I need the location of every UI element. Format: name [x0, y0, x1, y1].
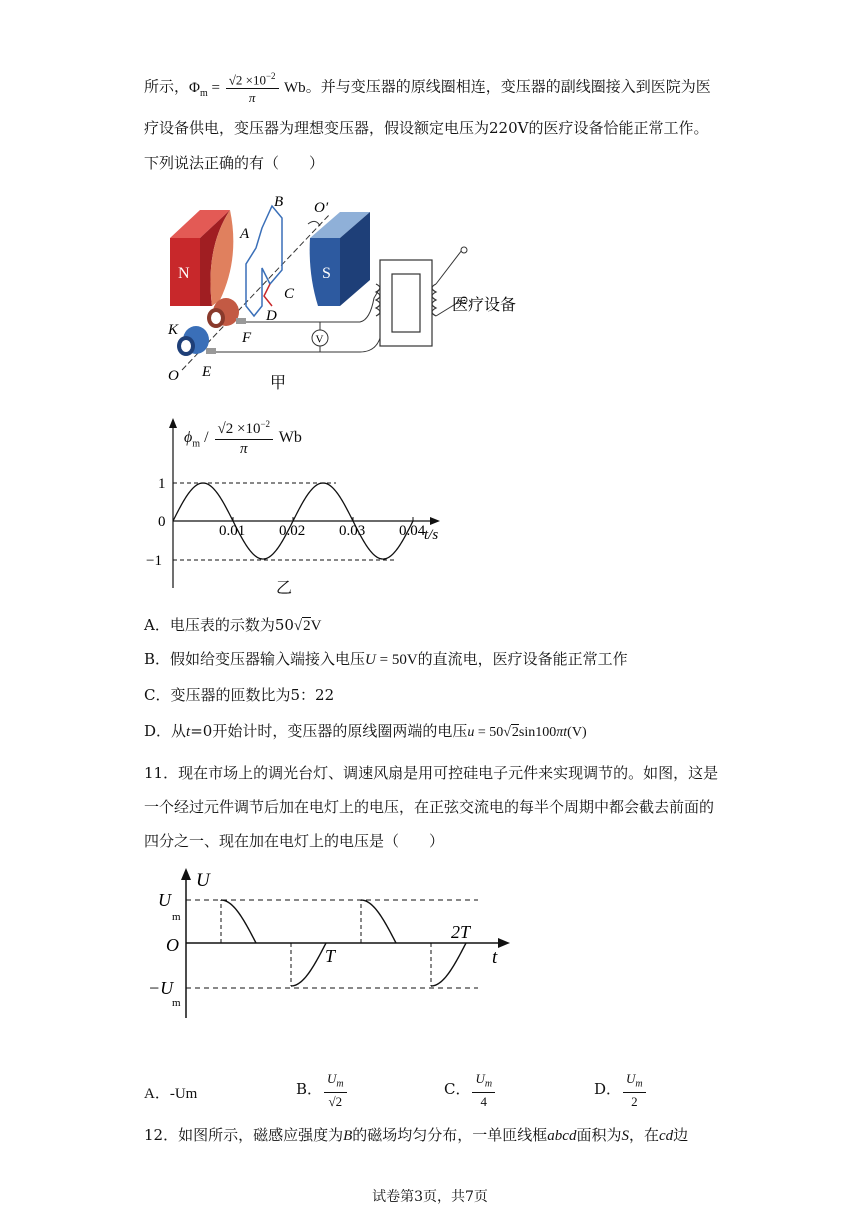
q10-intro-line1 [144, 72, 711, 104]
q11-c-frac [472, 1072, 495, 1108]
phi-sub: m [199, 87, 208, 99]
yi-xtick-2: 0.02 [279, 523, 306, 539]
u-tick-neg-main: −U [148, 978, 174, 998]
q11-c-label: C． [444, 1079, 471, 1098]
q10-intro-suffix: 。并与变压器的原线圈相连，变压器的副线圈接入到医院为医 [305, 77, 711, 96]
q10-d-mid: =0开始计时，变压器的原线圈两端的电压 [190, 722, 468, 740]
yi-ylabel-sub: m [192, 438, 201, 450]
label-O: O [168, 368, 179, 384]
phi-frac-den: π [248, 90, 256, 106]
q11-c-num: U [475, 1071, 485, 1086]
phi-frac-exp: −2 [265, 71, 276, 81]
q10-d-sin: sin100 [518, 725, 557, 740]
q10-b-eq: = 50V [375, 652, 418, 668]
caption-yi: 乙 [276, 578, 293, 597]
q10-b-suffix: 的直流电，医疗设备能正常工作 [417, 650, 628, 668]
yi-frac-exp: −2 [260, 419, 271, 429]
figure-jia [160, 188, 580, 398]
q11-b-frac [324, 1072, 347, 1108]
q10-d-unit: (V) [567, 725, 587, 740]
figure-yi-ylabel: $\phi_m$ / $\frac{√2 \times 10^{-2}}{\pi}$ Wb [184, 419, 302, 457]
q11-b-den: √2 [328, 1093, 343, 1109]
q10-d-pit: πt [556, 725, 568, 740]
q10-a-prefix: A．电压表的示数为50 [144, 616, 294, 634]
q11-line3: 四分之一、现在加在电灯上的电压是（ ） [144, 832, 445, 850]
q12-S: S [621, 1128, 629, 1144]
rotation-arrow [308, 221, 320, 226]
phi-symbol: Φ [189, 79, 200, 96]
q12-B: B [343, 1128, 353, 1144]
u-y-arrow [181, 868, 191, 880]
u-tick-pos [158, 890, 172, 910]
phi-frac-num: √2 ×10 [228, 72, 266, 88]
label-F: F [242, 330, 252, 346]
yi-x-arrow [430, 517, 440, 525]
yi-x-ticks [219, 517, 426, 539]
q11-d-den: 2 [631, 1093, 638, 1109]
phi-m-formula [189, 71, 306, 106]
label-K: K [168, 322, 179, 338]
q10-intro-line2: 疗设备供电，变压器为理想变压器，假设额定电压为220V的医疗设备恰能正常工作。 [144, 119, 709, 137]
u-origin: O [166, 935, 179, 955]
q10-intro-prefix: 所示， [144, 77, 190, 96]
q10-b-prefix: B．假如给变压器输入端接入电压 [144, 650, 366, 668]
figure-u-chart [148, 866, 528, 1026]
label-E: E [202, 364, 212, 380]
north-label: N [178, 265, 190, 282]
q12-suffix: 边 [673, 1126, 689, 1144]
q10-d-t: t [186, 724, 191, 740]
yi-xtick-1: 0.01 [219, 523, 246, 539]
phi-eq: = [207, 79, 224, 96]
label-C: C [284, 286, 295, 302]
phi-unit: Wb [284, 79, 306, 96]
q11-option-c [444, 1072, 497, 1108]
yi-ytick-0: 0 [158, 514, 166, 530]
u-x-arrow [498, 938, 510, 948]
q10-d-prefix: D．从 [144, 722, 187, 740]
q11-line1: 11．现在市场上的调光台灯、调速风扇是用可控硅电子元件来实现调节的。如图，这是 [144, 764, 719, 782]
q11-b-num: U [327, 1071, 337, 1086]
q10-option-a: A．电压表的示数为50√2V [144, 616, 322, 634]
q10-a-unit: V [310, 618, 322, 634]
q12-prefix: 12．如图所示，磁感应强度为 [144, 1126, 344, 1144]
label-D: D [266, 308, 277, 324]
q12-mid2: 面积为 [576, 1126, 622, 1144]
q11-d-sub: m [635, 1078, 643, 1090]
yi-ytick-neg1: −1 [146, 553, 162, 569]
u-segment-4 [431, 943, 466, 986]
u-segment-3 [361, 900, 396, 943]
label-B: B [274, 194, 284, 210]
u-xlabel: t [492, 947, 498, 968]
yi-xtick-4: 0.04 [399, 523, 426, 539]
q12-abcd: abcd [547, 1128, 577, 1144]
q11-c-sub: m [484, 1078, 493, 1090]
device-label: 医疗设备 [452, 297, 517, 314]
u-tick-pos-sub: m [172, 911, 181, 923]
q11-line2: 一个经过元件调节后加在电灯上的电压，在正弦交流电的每半个周期中都会截去前面的 [144, 798, 715, 816]
q12-line1 [144, 1124, 688, 1145]
q10-d-u: u [467, 725, 475, 740]
q10-a-sqrt: 2 [303, 618, 311, 634]
yi-y-arrow [169, 418, 177, 428]
coil-loop [246, 206, 282, 316]
coil-loop-red [264, 284, 272, 306]
label-A: A [240, 226, 250, 242]
phi-fraction [226, 72, 279, 104]
q10-b-U: U [365, 652, 376, 668]
yi-xlabel: t/s [424, 527, 439, 543]
u-tick-pos-main: U [158, 890, 171, 910]
u-tick-2T: 2T [451, 922, 471, 942]
q11-option-b [296, 1072, 349, 1108]
yi-ytick-1: 1 [158, 476, 166, 492]
label-O-prime: O′ [314, 200, 329, 216]
q12-mid1: 的磁场均匀分布，一单匝线框 [352, 1126, 548, 1144]
figure-yi-chart [140, 418, 460, 598]
q11-d-label: D． [594, 1079, 622, 1098]
q11-d-num: U [626, 1071, 636, 1086]
yi-ylabel-main: ϕ [184, 429, 193, 447]
q11-option-d [594, 1072, 648, 1108]
u-segment-2 [291, 943, 326, 986]
q11-b-label: B． [296, 1079, 323, 1098]
q11-option-a: A．-Um [144, 1086, 198, 1102]
south-label: S [322, 265, 331, 282]
q10-option-d: D．从t=0开始计时，变压器的原线圈两端的电压u = 50√2sin100πt(V) [144, 722, 587, 740]
q10-intro-line3: 下列说法正确的有（ ） [144, 154, 325, 172]
yi-frac-den: π [240, 441, 248, 457]
u-tick-neg-sub: m [172, 997, 181, 1009]
q12-mid3: ，在 [628, 1126, 659, 1144]
u-ylabel: U [196, 870, 210, 891]
q11-c-den: 4 [480, 1093, 488, 1109]
q10-d-eq: = 50 [474, 725, 504, 740]
q11-d-frac [623, 1072, 646, 1108]
q10-d-sqrt: 2 [511, 725, 519, 740]
q10-option-c: C．变压器的匝数比为5：22 [144, 686, 335, 704]
yi-ylabel-unit: Wb [278, 429, 302, 447]
caption-jia: 甲 [270, 375, 287, 392]
yi-xtick-3: 0.03 [339, 523, 366, 539]
yi-frac-num: √2 ×10 [217, 421, 261, 437]
q12-cd: cd [658, 1128, 674, 1144]
voltmeter-label: V [315, 333, 324, 346]
q11-b-sub: m [336, 1078, 344, 1090]
u-tick-neg [148, 978, 174, 998]
north-magnet [170, 210, 233, 306]
u-segment-1 [221, 900, 256, 943]
page-footer: 试卷第3页，共7页 [372, 1189, 488, 1205]
wire-bottom [216, 328, 382, 352]
u-tick-T: T [325, 946, 336, 966]
q10-option-b [144, 648, 628, 669]
